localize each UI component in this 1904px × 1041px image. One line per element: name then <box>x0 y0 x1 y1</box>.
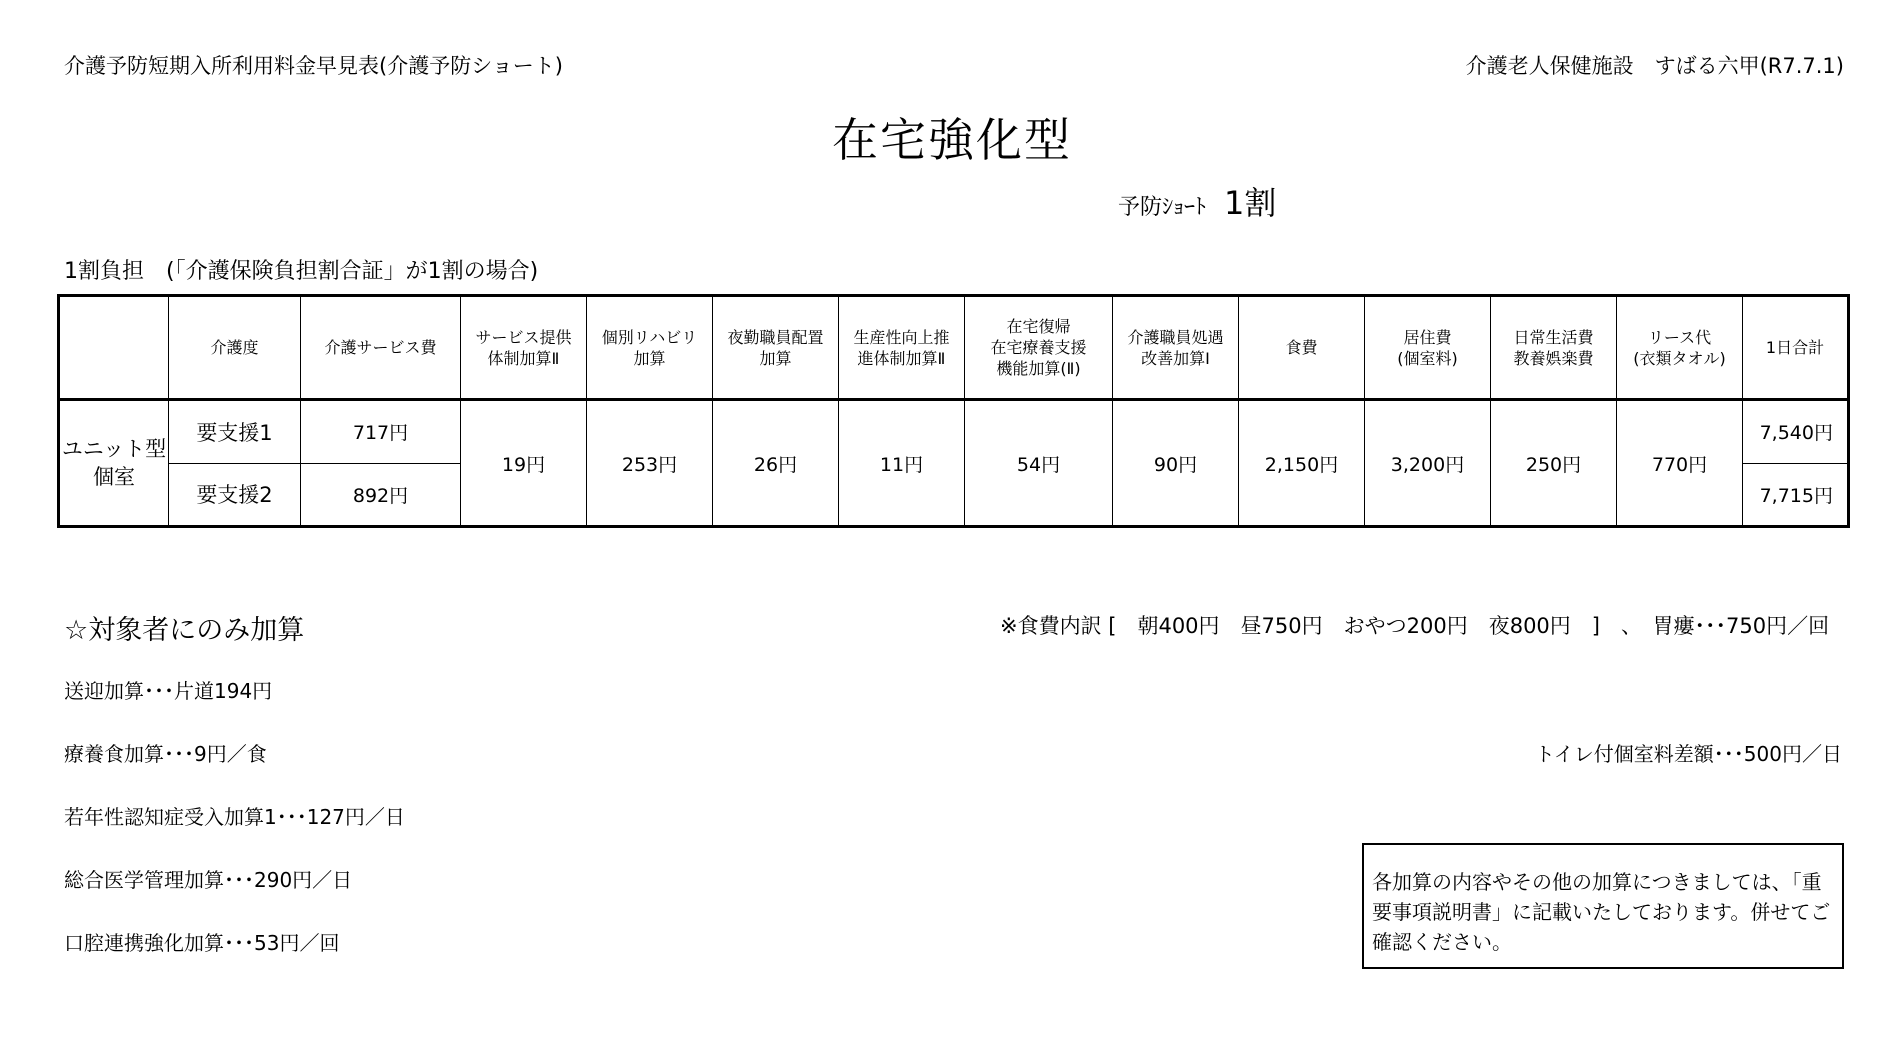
header-cell: 生産性向上推 進体制加算Ⅱ <box>839 296 965 400</box>
care-level-cell: 要支援1 <box>169 400 301 464</box>
header-left-title: 介護予防短期入所利用料金早見表(介護予防ショート) <box>64 54 563 78</box>
fee-table <box>57 294 1850 528</box>
care-level-cell: 要支援2 <box>169 463 301 527</box>
header-cell: 居住費 (個室料) <box>1365 296 1491 400</box>
daily-total-cell: 7,540円 <box>1743 400 1849 464</box>
service-system-cell: 19円 <box>461 400 587 527</box>
extra-item-transport: 送迎加算･･･片道194円 <box>64 679 273 703</box>
productivity-cell: 11円 <box>839 400 965 527</box>
daily-total-cell: 7,715円 <box>1743 463 1849 527</box>
table-row <box>59 400 1849 464</box>
residence-cell: 3,200円 <box>1365 400 1491 527</box>
facility-name: 介護老人保健施設 すばる六甲(R7.7.1) <box>1465 54 1844 78</box>
room-type-cell: ユニット型 個室 <box>59 400 169 527</box>
food-breakdown-note: ※食費内訳 [ 朝400円 昼750円 おやつ200円 夜800円 ] 、 胃瘻･･･750円／回 <box>1000 614 1830 638</box>
service-fee-cell: 717円 <box>301 400 461 464</box>
subtitle <box>1118 178 1276 224</box>
header-cell: 個別リハビリ 加算 <box>587 296 713 400</box>
burden-note: 1割負担 (「介護保険負担割合証」が1割の場合) <box>64 259 539 284</box>
extra-item-dementia: 若年性認知症受入加算1･･･127円／日 <box>64 805 405 829</box>
page-title: 在宅強化型 <box>832 113 1072 167</box>
header-cell-blank <box>59 296 169 400</box>
home-return-cell: 54円 <box>965 400 1113 527</box>
header-cell: 介護サービス費 <box>301 296 461 400</box>
extra-item-therapeutic-diet: 療養食加算･･･9円／食 <box>64 742 267 766</box>
burden-rate: 1割 <box>1224 184 1277 222</box>
extra-item-oral-care: 口腔連携強化加算･･･53円／回 <box>64 931 340 955</box>
night-staff-cell: 26円 <box>713 400 839 527</box>
header-cell: サービス提供 体制加算Ⅱ <box>461 296 587 400</box>
header-cell: 夜勤職員配置 加算 <box>713 296 839 400</box>
rehab-cell: 253円 <box>587 400 713 527</box>
notice-box: 各加算の内容やその他の加算につきましては、「重要事項説明書」に記載いたしております。併せてご確認ください。 <box>1362 843 1844 969</box>
header-cell: 食費 <box>1239 296 1365 400</box>
header-cell: 在宅復帰 在宅療養支援 機能加算(Ⅱ) <box>965 296 1113 400</box>
service-type: 予防ｼｮｰﾄ <box>1118 195 1207 220</box>
extras-section-title: ☆対象者にのみ加算 <box>64 615 305 646</box>
header-cell: リース代 (衣類タオル) <box>1617 296 1743 400</box>
food-cell: 2,150円 <box>1239 400 1365 527</box>
header-cell: 日常生活費 教養娯楽費 <box>1491 296 1617 400</box>
extra-item-medical-management: 総合医学管理加算･･･290円／日 <box>64 868 353 892</box>
header-cell: 介護職員処遇 改善加算Ⅰ <box>1113 296 1239 400</box>
daily-life-cell: 250円 <box>1491 400 1617 527</box>
header-cell: 1日合計 <box>1743 296 1849 400</box>
table-header-row <box>59 296 1849 400</box>
header-cell: 介護度 <box>169 296 301 400</box>
lease-cell: 770円 <box>1617 400 1743 527</box>
toilet-room-difference: トイレ付個室料差額･･･500円／日 <box>1534 742 1842 766</box>
staff-treatment-cell: 90円 <box>1113 400 1239 527</box>
service-fee-cell: 892円 <box>301 463 461 527</box>
